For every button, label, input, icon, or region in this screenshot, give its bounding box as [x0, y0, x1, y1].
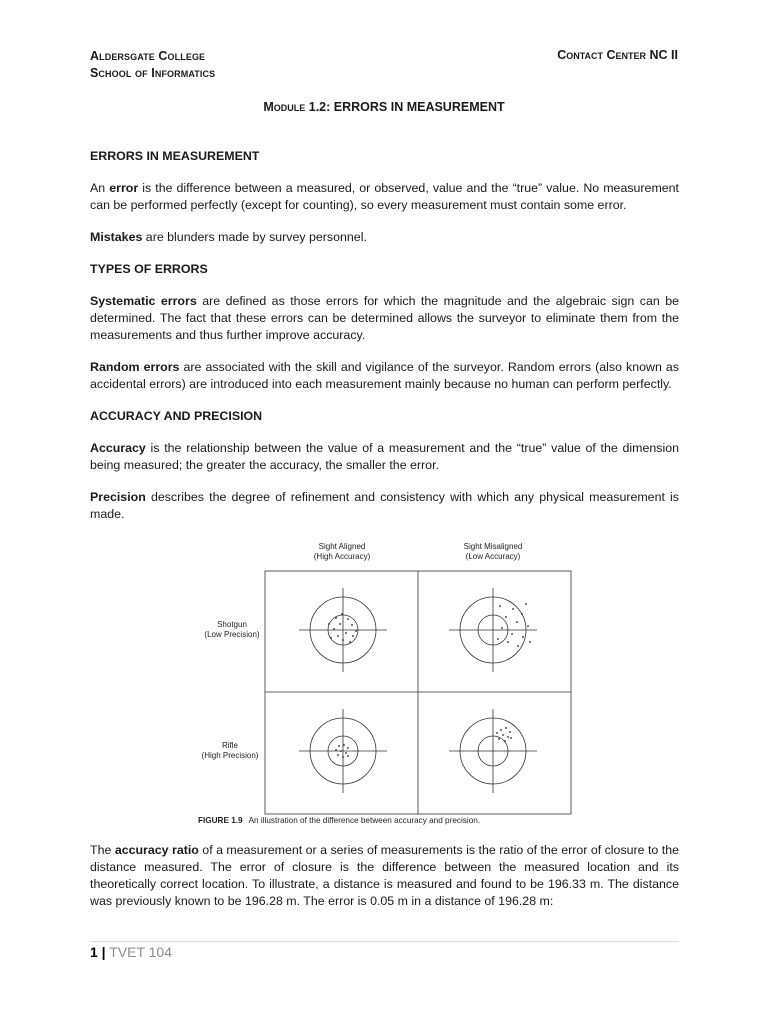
page-footer: [90, 944, 172, 960]
header-institution: [90, 48, 215, 82]
college-name: Aldersgate College: [90, 49, 206, 63]
col2-label-line1: Sight Misaligned: [463, 542, 523, 551]
figure-caption-text: An illustration of the difference between accuracy and precision.: [248, 816, 481, 825]
random-def-text: are associated with the skill and vigilance of the surveyor. Random errors (also known as accidental errors) are introduced into each measurement mainly because no human can perform perfectly.: [90, 360, 679, 391]
section-heading-errors: ERRORS IN MEASUREMENT: [90, 149, 260, 163]
target-rifle-aligned: [299, 709, 387, 793]
col1-label-line2: (High Accuracy): [313, 552, 371, 561]
figure-illustration: [90, 532, 679, 828]
systematic-term: Systematic errors: [90, 294, 197, 308]
footer-divider: [90, 941, 679, 942]
accuracy-precision-figure: [90, 532, 679, 828]
systematic-definition: [90, 293, 679, 344]
mistakes-definition: [90, 229, 679, 246]
page-number: 1 |: [90, 944, 106, 960]
random-definition: [90, 359, 679, 393]
school-name: School of Informatics: [90, 66, 216, 80]
accuracy-def-text: is the relationship between the value of a measurement and the “true” value of the dimension being measured; the greater the accuracy, the smaller the error.: [90, 441, 679, 472]
col2-label-line2: (Low Accuracy): [465, 552, 521, 561]
shot-pattern-rifle-misaligned: [496, 727, 512, 742]
accuracy-ratio-paragraph: [90, 842, 679, 910]
row2-label-line2: (High Precision): [201, 751, 259, 760]
row1-label-line1: Shotgun: [217, 620, 247, 629]
error-def-pre: An: [90, 181, 110, 195]
module-title: Module 1.2: ERRORS IN MEASUREMENT: [263, 100, 505, 114]
target-rifle-misaligned: [449, 709, 537, 793]
mistakes-term: Mistakes: [90, 230, 143, 244]
accuracy-term: Accuracy: [90, 441, 146, 455]
precision-def-text: describes the degree of refinement and consistency with which any physical measurement is made.: [90, 490, 679, 521]
row2-label-line1: Rifle: [221, 741, 239, 750]
col1-label-line1: Sight Aligned: [318, 542, 366, 551]
figure-caption: [198, 816, 480, 825]
target-shotgun-aligned: [299, 588, 387, 672]
ratio-pre: The: [90, 843, 115, 857]
error-def-text: is the difference between a measured, or observed, value and the “true” value. No measurement can be performed perfectly (except for counting), so every measurement must contain some error.: [90, 181, 679, 212]
random-term: Random errors: [90, 360, 180, 374]
section-heading-accuracy: ACCURACY AND PRECISION: [90, 409, 263, 423]
mistakes-def-text: are blunders made by survey personnel.: [142, 230, 367, 244]
course-code: TVET 104: [109, 944, 173, 960]
figure-caption-label: FIGURE 1.9: [198, 816, 243, 825]
error-definition: [90, 180, 679, 214]
systematic-def-text: are defined as those errors for which the magnitude and the algebraic sign can be determined. The fact that these errors can be determined allows the surveyor to eliminate them from the measurements and thus further improve accuracy.: [90, 294, 679, 342]
error-term: error: [109, 181, 139, 195]
precision-definition: [90, 489, 679, 523]
accuracy-definition: [90, 440, 679, 474]
row1-label-line2: (Low Precision): [204, 630, 260, 639]
accuracy-ratio-term: accuracy ratio: [114, 843, 199, 857]
section-heading-types: TYPES OF ERRORS: [90, 262, 208, 276]
target-shotgun-misaligned: [449, 588, 537, 672]
ratio-text: of a measurement or a series of measurements is the ratio of the error of closure to the distance measured. The error of closure is the difference between the measured location and its theoretically correct location. To illustrate, a distance is measured and found to be 196.33 m. The distance was previously known to be 196.28 m. The error is 0.05 m in a distance of 196.28 m:: [90, 843, 680, 908]
body-content: [90, 148, 679, 925]
precision-term: Precision: [90, 490, 146, 504]
shot-pattern-shotgun-aligned: [328, 613, 357, 643]
header-course: Contact Center NC II: [557, 48, 678, 62]
